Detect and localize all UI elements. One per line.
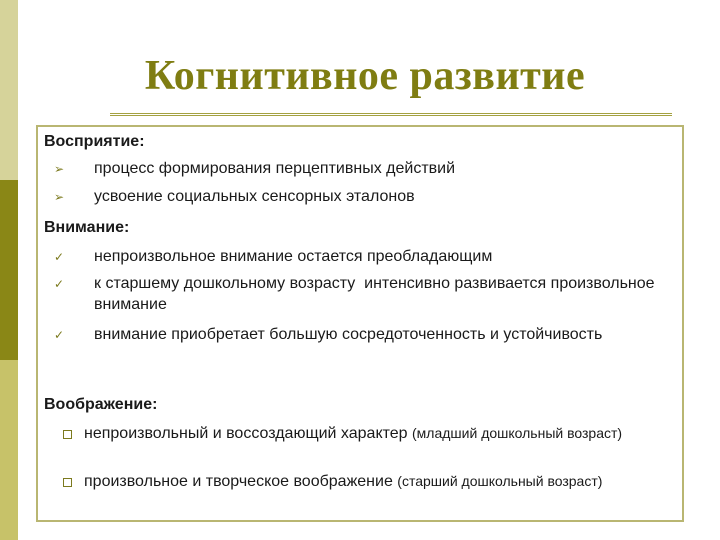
check-bullet-icon: ✓	[54, 250, 65, 264]
title-underline	[110, 113, 672, 116]
check-bullet-icon: ✓	[54, 277, 65, 291]
check-bullet-icon: ✓	[54, 328, 65, 342]
arrow-bullet-icon: ➢	[54, 162, 65, 176]
side-bar-middle	[0, 180, 18, 360]
perception-item-1: процесс формирования перцептивных действий	[94, 160, 456, 177]
imagination-item-1	[84, 423, 624, 444]
perception-item-2: усвоение социальных сенсорных эталонов	[94, 188, 415, 205]
square-bullet-icon	[63, 478, 72, 487]
imagination-item-2-main: произвольное и творческое воображение	[84, 473, 398, 490]
side-bar-bottom	[0, 360, 18, 540]
section-heading-attention: Внимание:	[44, 219, 130, 236]
slide-title: Когнитивное развитие	[144, 53, 586, 99]
attention-item-2: к старшему дошкольному возрасту интенсивно развивается произвольное внимание	[94, 275, 660, 313]
section-heading-perception: Восприятие:	[44, 133, 145, 150]
square-bullet-icon	[63, 430, 72, 439]
imagination-item-1-note: (младший дошкольный возраст)	[412, 425, 623, 441]
attention-item-1: непроизвольное внимание остается преобладающим	[94, 248, 493, 265]
imagination-item-2	[84, 471, 624, 492]
side-bar-top	[0, 0, 18, 180]
attention-item-3: внимание приобретает большую сосредоточенность и устойчивость	[94, 326, 603, 343]
imagination-item-1-main: непроизвольный и воссоздающий характер	[84, 425, 413, 442]
arrow-bullet-icon: ➢	[54, 190, 65, 204]
imagination-item-2-note: (старший дошкольный возраст)	[397, 473, 603, 489]
section-heading-imagination: Воображение:	[44, 396, 158, 413]
